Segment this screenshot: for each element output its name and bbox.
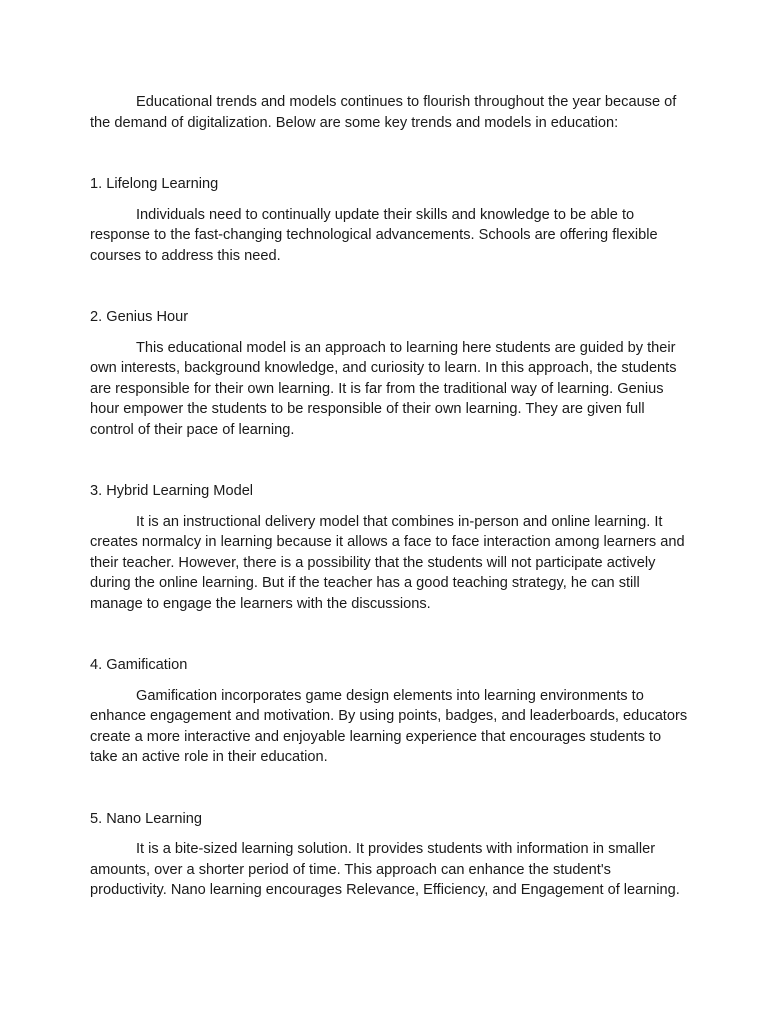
section-heading: 3. Hybrid Learning Model [90,483,254,499]
section-heading: 1. Lifelong Learning [90,176,219,192]
section-heading: 2. Genius Hour [90,309,189,325]
section-body: Gamification incorporates game design elements into learning environments to enhance engagement and motivation. By using points, badges, and leaderboards, educators create a more interactive and enjoyable learning experience that encourages students to take an active role in their education. [90,687,688,765]
document-page [90,92,690,901]
section-heading: 4. Gamification [90,657,188,673]
section-gamification [90,655,690,768]
section-body: Individuals need to continually update their skills and knowledge to be able to response to the fast-changing technological advancements. Schools are offering flexible courses to address this need. [90,206,658,264]
section-body: It is an instructional delivery model that combines in-person and online learning. It creates normalcy in learning because it allows a face to face interaction among learners and their teacher. However, there is a possibility that the students will not participate actively during the online learning. But if the teacher has a good teaching strategy, he can still manage to engage the learners with the discussions. [90,513,685,612]
section-body: It is a bite-sized learning solution. It provides students with information in smaller amounts, over a shorter period of time. This approach can enhance the student's productivity. Nano learning encourages Relevance, Efficiency, and Engagement of learning. [90,841,680,898]
section-heading: 5. Nano Learning [90,810,202,827]
section-hybrid-learning-model [90,481,690,614]
section-body: This educational model is an approach to learning here students are guided by their own interests, background knowledge, and curiosity to learn. In this approach, the students are responsible for their own learning. It is far from the traditional way of learning. Genius hour empower the students to be responsible of their own learning. They are given full control of their pace of learning. [90,339,677,438]
intro-paragraph: Educational trends and models continues to flourish throughout the year because of the demand of digitalization. Below are some key trends and models in education: [90,94,677,131]
section-genius-hour [90,307,690,440]
section-lifelong-learning [90,174,690,266]
section-nano-learning [90,809,690,901]
